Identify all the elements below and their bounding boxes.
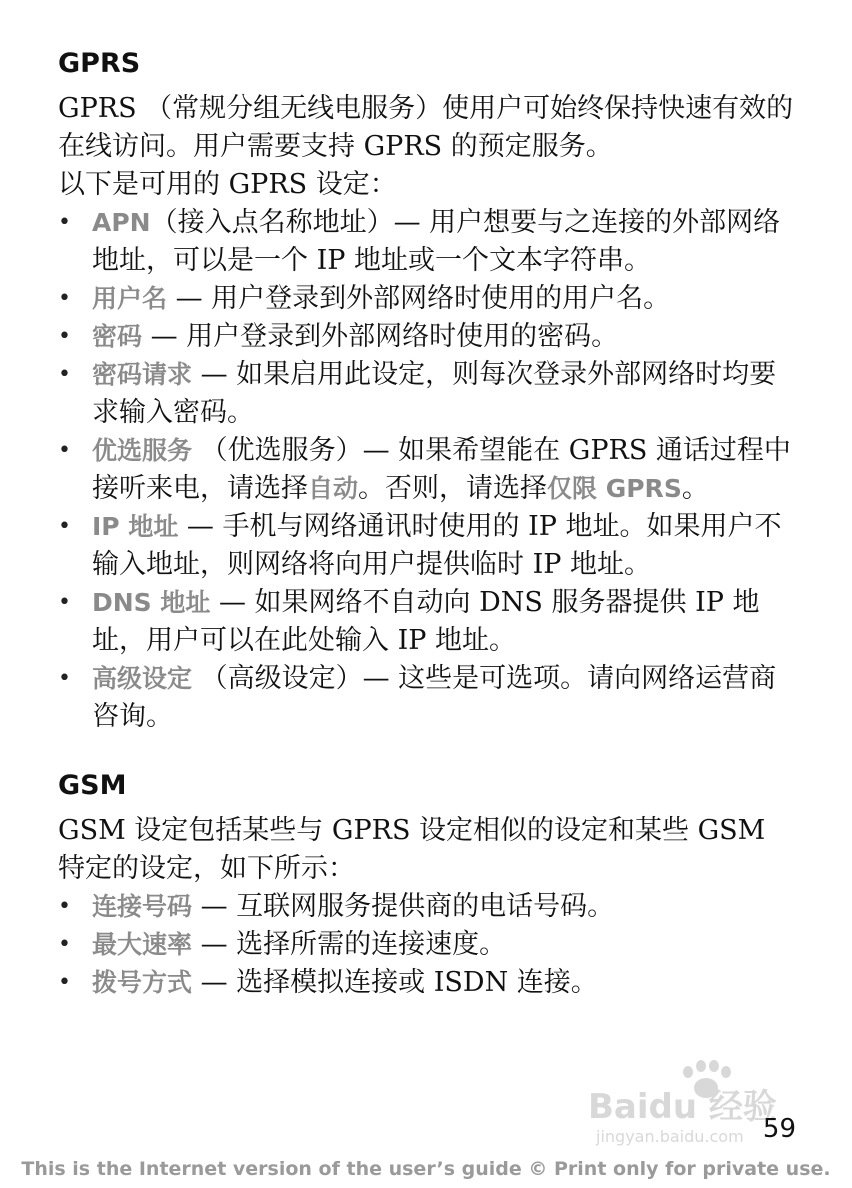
gsm-intro: GSM 设定包括某些与 GPRS 设定相似的设定和某些 GSM 特定的设定，如下所示： (58, 815, 766, 884)
setting-desc: — 如果网络不自动向 DNS 服务器提供 IP 地址，用户可以在此处输入 IP 地址。 (92, 587, 760, 656)
setting-term: APN (92, 208, 151, 237)
gprs-settings-list (58, 204, 798, 736)
setting-term: 密码 (92, 322, 143, 351)
list-item (58, 584, 798, 660)
watermark-logo: Baidu 经验 (588, 1087, 777, 1127)
list-item (58, 432, 798, 508)
setting-term: 最大速率 (92, 930, 193, 959)
list-item (58, 318, 798, 356)
setting-desc: 。 (681, 473, 709, 504)
setting-term: 密码请求 (92, 360, 193, 389)
setting-term: 优选服务 (92, 436, 193, 465)
list-item (58, 964, 798, 1002)
setting-desc: — 选择模拟连接或 ISDN 连接。 (192, 967, 598, 998)
setting-desc: （接入点名称地址）— 用户想要与之连接的外部网络地址，可以是一个 IP 地址或一个文本字符串。 (92, 207, 781, 276)
list-item (58, 204, 798, 280)
manual-page (58, 44, 798, 1002)
list-item (58, 926, 798, 964)
gsm-heading: GSM (58, 770, 127, 801)
gsm-settings-list (58, 888, 798, 1002)
page-number: 59 (762, 1114, 796, 1144)
setting-desc: — 如果启用此设定，则每次登录外部网络时均要求输入密码。 (92, 359, 777, 428)
gsm-section (58, 766, 798, 1002)
setting-desc: 。否则，请选择 (358, 473, 548, 504)
footer-note: This is the Internet version of the user’s guide © Print only for private use. (21, 1158, 831, 1180)
setting-term: 高级设定 (92, 664, 193, 693)
setting-desc: — 手机与网络通讯时使用的 IP 地址。如果用户不输入地址，则网络将向用户提供临时 IP 地址。 (92, 511, 782, 580)
setting-term: IP 地址 (92, 512, 179, 541)
gprs-heading: GPRS (58, 48, 141, 79)
list-item (58, 660, 798, 736)
list-item (58, 888, 798, 926)
gprs-intro: GPRS （常规分组无线电服务）使用户可始终保持快速有效的在线访问。用户需要支持 GPRS 的预定服务。 (58, 93, 794, 162)
option-term-gprs-only: 仅限 GPRS (547, 474, 682, 503)
setting-desc: （高级设定）— 这些是可选项。请向网络运营商咨询。 (92, 663, 777, 732)
setting-term: 连接号码 (92, 892, 193, 921)
list-item (58, 280, 798, 318)
setting-term: 拨号方式 (92, 968, 193, 997)
setting-desc: — 互联网服务提供商的电话号码。 (192, 891, 615, 922)
list-item (58, 508, 798, 584)
watermark-url: jingyan.baidu.com (596, 1127, 744, 1146)
setting-desc: — 用户登录到外部网络时使用的用户名。 (167, 283, 671, 314)
setting-term: 用户名 (92, 284, 168, 313)
option-term-auto: 自动 (308, 474, 359, 503)
setting-term: DNS 地址 (92, 588, 211, 617)
list-item (58, 356, 798, 432)
setting-desc: — 用户登录到外部网络时使用的密码。 (142, 321, 619, 352)
setting-desc: — 选择所需的连接速度。 (192, 929, 507, 960)
setting-desc: （优选服务）— 如果希望能在 GPRS 通话过程中接听来电，请选择 (92, 435, 791, 504)
gprs-subintro: 以下是可用的 GPRS 设定： (58, 169, 397, 200)
